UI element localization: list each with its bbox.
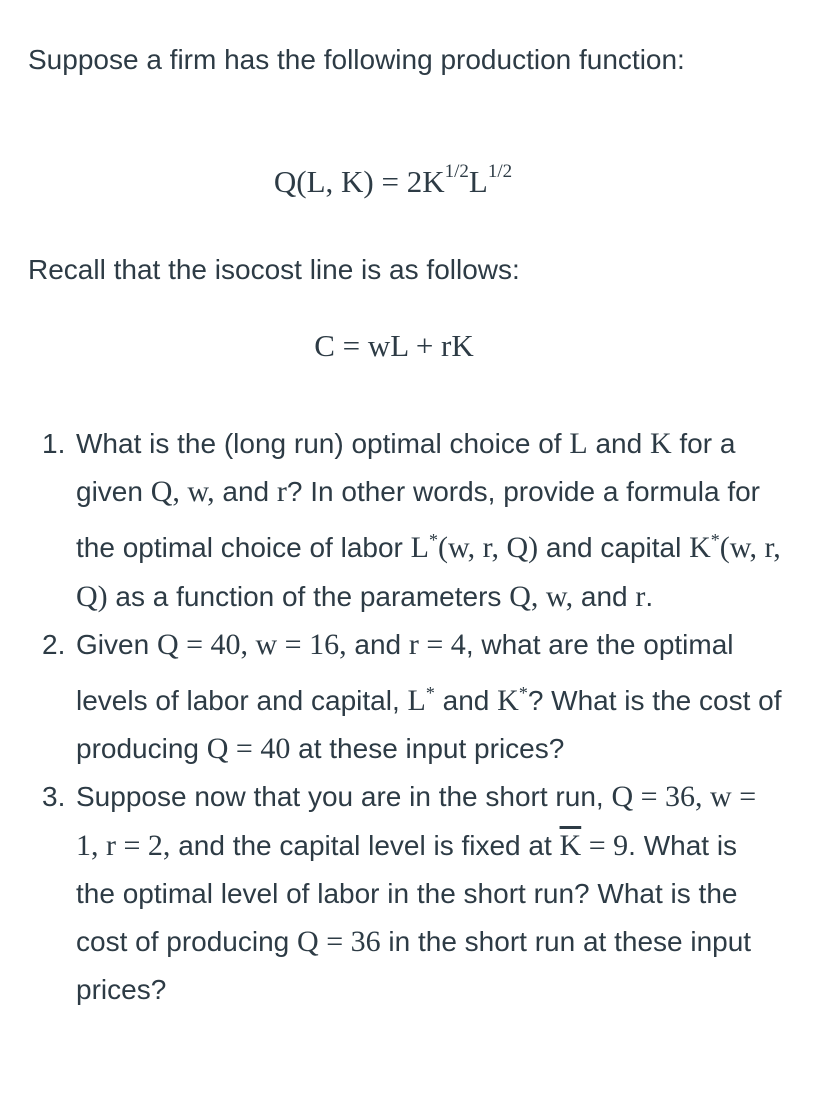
question-number: 2. <box>42 628 66 660</box>
q3-q-value: Q = 36 <box>297 925 381 959</box>
q1-r: r <box>635 579 646 613</box>
k-star-symbol: K <box>497 684 519 718</box>
star-superscript: * <box>710 530 720 551</box>
k-star-args: (w, r, Q) <box>76 531 781 613</box>
q2-values: Q = 40, w = 16, <box>156 627 347 661</box>
recall-paragraph: Recall that the isocost line is as follows: <box>28 254 520 285</box>
k-star <box>497 684 528 717</box>
question-number: 3. <box>42 781 66 813</box>
q3-text: Suppose now that you are in the short run, <box>76 781 612 813</box>
equation-lhs: Q(L, K) = 2K <box>273 164 445 199</box>
star-superscript: * <box>425 683 435 704</box>
q2-text: and <box>434 685 498 717</box>
l-star <box>408 684 435 717</box>
q1-text: and <box>587 428 650 459</box>
q1-text: ? In other words, provide a formula for the optimal choice of labor <box>76 476 761 564</box>
q2-text: and <box>346 628 409 660</box>
question-list <box>42 420 782 1014</box>
exponent-k: 1/2 <box>444 160 469 182</box>
star-superscript: * <box>518 683 528 704</box>
q1-text: and <box>573 580 636 612</box>
l-star <box>411 531 538 564</box>
q3-text: and the capital level is fixed at <box>170 829 560 861</box>
q1-text: . <box>645 580 654 612</box>
q1-l: L <box>569 427 588 460</box>
k-bar-value: = 9 <box>581 828 629 862</box>
q1-r: r <box>276 475 287 509</box>
q2-text: Given <box>76 628 157 660</box>
question-number: 1. <box>42 428 66 459</box>
l-star-symbol: L <box>410 531 429 565</box>
isocost-equation <box>0 328 822 364</box>
q1-text: and capital <box>538 532 690 564</box>
q2-text: at these input prices? <box>290 733 565 765</box>
q2-r-value: r = 4 <box>408 627 466 661</box>
q2-q-value: Q = 40 <box>206 732 291 766</box>
production-function-equation <box>0 160 822 200</box>
q1-text: What is the (long run) optimal choice of <box>76 428 570 459</box>
q3-text: . What is the optimal level of labor in the short run? What is the cost of producing <box>76 829 738 958</box>
intro-paragraph: Suppose a firm has the following production function: <box>28 44 685 75</box>
exponent-l: 1/2 <box>487 160 513 182</box>
question-1 <box>42 420 782 621</box>
equation-l: L <box>468 164 488 199</box>
isocost-formula: C = wL + rK <box>314 328 474 363</box>
k-bar <box>560 829 629 862</box>
q1-text: and <box>214 476 277 508</box>
star-superscript: * <box>428 530 438 551</box>
q3-text: in the short run at these input prices? <box>76 926 752 1006</box>
l-star-args: (w, r, Q) <box>437 531 539 565</box>
question-3 <box>42 773 782 1014</box>
q2-text: ? What is the cost of producing <box>76 685 782 765</box>
q1-text: as a function of the parameters <box>107 580 510 612</box>
k-bar-symbol: $\overline{K}$ <box>559 828 582 862</box>
q1-text: for a given <box>76 428 736 508</box>
q2-text: , what are the optimal levels of labor and capital, <box>76 628 734 717</box>
k-star-symbol: K <box>689 531 711 565</box>
question-2 <box>42 621 782 774</box>
q1-params: Q, w, <box>150 475 215 509</box>
q1-k: K <box>649 427 672 460</box>
q3-values: Q = 36, w = 1, r = 2, <box>76 780 757 862</box>
l-star-symbol: L <box>407 684 426 718</box>
q1-params: Q, w, <box>509 579 574 613</box>
